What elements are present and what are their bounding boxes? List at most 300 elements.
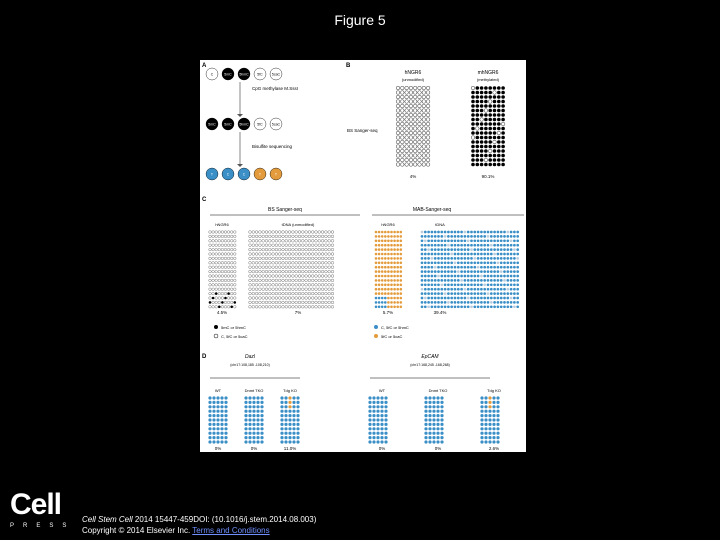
cpg-circle [413, 158, 417, 162]
cpg-circle [490, 297, 493, 300]
cpg-circle [288, 410, 291, 413]
cpg-circle [400, 248, 403, 251]
cpg-circle [436, 423, 439, 426]
cpg-circle [378, 275, 381, 278]
cpg-circle [427, 297, 430, 300]
cpg-circle [390, 275, 393, 278]
cpg-circle [252, 301, 255, 304]
cpg-circle [292, 275, 295, 278]
cpg-circle [480, 248, 483, 251]
cpg-circle [431, 235, 434, 238]
cpg-circle [426, 104, 430, 108]
terms-link[interactable]: Terms and Conditions [192, 526, 270, 535]
cpg-circle [216, 396, 219, 399]
panel-a-circle-label: 5mC [208, 122, 216, 127]
cpg-circle [376, 423, 379, 426]
cpg-circle [477, 261, 480, 264]
cpg-circle [384, 270, 387, 273]
cpg-circle [500, 270, 503, 273]
cpg-circle [421, 235, 424, 238]
cpg-circle [480, 158, 484, 162]
cpg-circle [387, 257, 390, 260]
cpg-circle [282, 292, 285, 295]
cpg-circle [255, 253, 258, 256]
cpg-circle [368, 427, 371, 430]
cpg-circle [471, 86, 475, 90]
cpg-circle [272, 275, 275, 278]
cpg-circle [212, 244, 215, 247]
cpg-circle [480, 113, 484, 117]
cpg-circle [315, 239, 318, 242]
cpg-circle [476, 136, 480, 140]
cpg-circle [457, 288, 460, 291]
cpg-circle [301, 253, 304, 256]
cpg-circle [493, 149, 497, 153]
d-right-col-tdg: Tdg KO [487, 388, 501, 393]
cpg-circle [510, 253, 513, 256]
cpg-circle [434, 257, 437, 260]
cpg-circle [476, 140, 480, 144]
cpg-circle [227, 253, 230, 256]
cpg-circle [450, 288, 453, 291]
cpg-circle [285, 257, 288, 260]
cpg-circle [305, 288, 308, 291]
panel-a-circle-label: 5mC [224, 122, 232, 127]
cpg-circle [249, 301, 252, 304]
cpg-circle [315, 270, 318, 273]
cpg-circle [500, 275, 503, 278]
cpg-circle [396, 288, 399, 291]
cpg-circle [450, 305, 453, 308]
panel-c-right-col1: hNGR6 [381, 222, 395, 227]
cpg-circle [492, 432, 495, 435]
cpg-circle [496, 414, 499, 417]
cpg-circle [436, 440, 439, 443]
cpg-circle [396, 140, 400, 144]
cpg-circle [393, 275, 396, 278]
cpg-circle [492, 436, 495, 439]
cpg-circle [288, 248, 291, 251]
cpg-circle [471, 158, 475, 162]
cpg-circle [460, 305, 463, 308]
cpg-circle [296, 414, 299, 417]
cpg-circle [444, 257, 447, 260]
cpg-circle [396, 109, 400, 113]
cpg-circle [401, 145, 405, 149]
cpg-circle [473, 288, 476, 291]
cpg-circle [434, 301, 437, 304]
cpg-circle [252, 423, 255, 426]
cpg-circle [450, 239, 453, 242]
cpg-circle [483, 275, 486, 278]
cpg-circle [492, 418, 495, 421]
cpg-circle [252, 405, 255, 408]
cpg-circle [387, 253, 390, 256]
cpg-circle [503, 292, 506, 295]
cpg-circle [252, 401, 255, 404]
cpg-circle [380, 440, 383, 443]
cpg-circle [368, 436, 371, 439]
cpg-circle [401, 122, 405, 126]
cpg-circle [372, 440, 375, 443]
step2-label: Bisulfite sequencing [252, 144, 293, 149]
cpg-circle [428, 396, 431, 399]
cpg-circle [396, 235, 399, 238]
cpg-circle [331, 235, 334, 238]
cpg-circle [292, 248, 295, 251]
cpg-circle [516, 231, 519, 234]
cpg-circle [387, 297, 390, 300]
cpg-circle [262, 297, 265, 300]
cpg-circle [444, 283, 447, 286]
cpg-circle [427, 261, 430, 264]
cpg-circle [212, 418, 215, 421]
cpg-circle [224, 257, 227, 260]
cpg-circle [440, 301, 443, 304]
cpg-circle [244, 410, 247, 413]
cpg-circle [500, 257, 503, 260]
cpg-circle [480, 163, 484, 167]
cpg-circle [268, 288, 271, 291]
cpg-circle [424, 440, 427, 443]
cpg-circle [450, 257, 453, 260]
cpg-circle [252, 248, 255, 251]
cpg-circle [384, 427, 387, 430]
cpg-circle [372, 427, 375, 430]
cpg-circle [224, 253, 227, 256]
cpg-circle [296, 418, 299, 421]
cpg-circle [484, 100, 488, 104]
cpg-circle [460, 235, 463, 238]
cpg-circle [308, 231, 311, 234]
cpg-circle [450, 275, 453, 278]
cpg-circle [480, 145, 484, 149]
cpg-circle [252, 275, 255, 278]
cpg-circle [476, 131, 480, 135]
cpg-circle [401, 113, 405, 117]
cpg-circle [381, 306, 384, 309]
cpg-circle [249, 275, 252, 278]
cpg-circle [224, 292, 227, 295]
cpg-circle [218, 253, 221, 256]
cpg-circle [444, 244, 447, 247]
cpg-circle [428, 432, 431, 435]
cpg-circle [473, 239, 476, 242]
cpg-circle [298, 305, 301, 308]
cpg-circle [230, 270, 233, 273]
cpg-circle [265, 239, 268, 242]
cpg-circle [296, 423, 299, 426]
cpg-circle [480, 253, 483, 256]
cpg-circle [516, 266, 519, 269]
cpg-circle [285, 270, 288, 273]
cpg-circle [400, 306, 403, 309]
cpg-circle [483, 253, 486, 256]
cpg-circle [497, 131, 501, 135]
cpg-circle [440, 244, 443, 247]
cpg-circle [262, 244, 265, 247]
cpg-circle [432, 414, 435, 417]
cpg-circle [331, 231, 334, 234]
cpg-circle [368, 405, 371, 408]
cpg-circle [282, 283, 285, 286]
cpg-circle [378, 253, 381, 256]
cpg-circle [497, 270, 500, 273]
cpg-circle [318, 239, 321, 242]
cpg-circle [298, 235, 301, 238]
cpg-circle [249, 257, 252, 260]
cpg-circle [431, 283, 434, 286]
cpg-circle [384, 418, 387, 421]
cpg-circle [230, 253, 233, 256]
cpg-circle [220, 401, 223, 404]
cpg-circle [488, 410, 491, 413]
cpg-circle [424, 301, 427, 304]
cpg-circle [480, 401, 483, 404]
cpg-circle [513, 231, 516, 234]
cpg-circle [413, 91, 417, 95]
cpg-circle [255, 248, 258, 251]
cpg-circle [467, 257, 470, 260]
cpg-circle [483, 266, 486, 269]
cpg-circle [256, 436, 259, 439]
cpg-circle [510, 248, 513, 251]
cpg-circle [328, 253, 331, 256]
cpg-circle [427, 248, 430, 251]
cpg-circle [224, 240, 227, 243]
cpg-circle [311, 261, 314, 264]
cpg-circle [381, 244, 384, 247]
cpg-circle [259, 253, 262, 256]
cpg-circle [384, 248, 387, 251]
cpg-circle [497, 253, 500, 256]
cpg-circle [272, 279, 275, 282]
cpg-circle [513, 239, 516, 242]
cpg-circle [325, 275, 328, 278]
cpg-circle [376, 427, 379, 430]
cpg-circle [470, 305, 473, 308]
cpg-circle [209, 270, 212, 273]
cpg-circle [454, 239, 457, 242]
cpg-circle [209, 262, 212, 265]
cpg-circle [301, 231, 304, 234]
cpg-circle [216, 410, 219, 413]
cpg-circle [473, 244, 476, 247]
cpg-circle [212, 306, 215, 309]
cpg-circle [284, 423, 287, 426]
cpg-circle [216, 423, 219, 426]
cpg-circle [288, 239, 291, 242]
cpg-circle [431, 257, 434, 260]
cpg-circle [390, 270, 393, 273]
cpg-circle [376, 401, 379, 404]
cpg-circle [321, 288, 324, 291]
cpg-circle [208, 436, 211, 439]
cpg-circle [376, 418, 379, 421]
cpg-circle [311, 253, 314, 256]
cpg-circle [384, 266, 387, 269]
cpg-circle [288, 270, 291, 273]
cpg-circle [457, 275, 460, 278]
cpg-circle [212, 401, 215, 404]
cpg-circle [457, 283, 460, 286]
cpg-circle [393, 266, 396, 269]
cpg-circle [218, 240, 221, 243]
cpg-circle [331, 261, 334, 264]
cpg-circle [444, 270, 447, 273]
cpg-circle [477, 297, 480, 300]
cpg-circle [427, 283, 430, 286]
cpg-circle [278, 239, 281, 242]
cpg-circle [503, 297, 506, 300]
cpg-circle [477, 275, 480, 278]
cpg-circle [288, 266, 291, 269]
cpg-circle [292, 401, 295, 404]
cpg-circle [413, 131, 417, 135]
cpg-circle [295, 270, 298, 273]
cpg-circle [440, 432, 443, 435]
cpg-circle [328, 261, 331, 264]
cpg-circle [288, 292, 291, 295]
cpg-circle [470, 257, 473, 260]
cpg-circle [272, 261, 275, 264]
cpg-circle [311, 257, 314, 260]
cpg-circle [224, 410, 227, 413]
cpg-circle [493, 270, 496, 273]
cpg-circle [396, 149, 400, 153]
cpg-circle [208, 414, 211, 417]
cpg-circle [493, 257, 496, 260]
cpg-circle [428, 401, 431, 404]
cpg-circle [454, 305, 457, 308]
logo-press: PRESS [10, 523, 76, 529]
cpg-circle [421, 301, 424, 304]
cpg-circle [477, 301, 480, 304]
cpg-circle [209, 288, 212, 291]
cpg-circle [396, 284, 399, 287]
cpg-circle [492, 405, 495, 408]
cpg-circle [506, 275, 509, 278]
cpg-circle [212, 284, 215, 287]
d-right-pct-wt: 0% [378, 446, 386, 451]
cpg-circle [244, 427, 247, 430]
cpg-circle [460, 301, 463, 304]
panel-a-circle-label: 5fC [257, 122, 263, 127]
cpg-circle [272, 301, 275, 304]
cpg-circle [305, 297, 308, 300]
panel-b-col2-sub: (methylated) [476, 77, 500, 82]
cpg-circle [284, 410, 287, 413]
cpg-circle [230, 262, 233, 265]
cpg-circle [510, 275, 513, 278]
cpg-circle [436, 414, 439, 417]
cpg-circle [215, 270, 218, 273]
cpg-circle [440, 418, 443, 421]
cpg-circle [400, 253, 403, 256]
cpg-circle [488, 423, 491, 426]
cpg-circle [424, 423, 427, 426]
cpg-circle [384, 396, 387, 399]
cpg-circle [278, 266, 281, 269]
cpg-circle [493, 118, 497, 122]
cpg-circle [422, 118, 426, 122]
cpg-circle [426, 118, 430, 122]
cpg-circle [447, 231, 450, 234]
cpg-circle [212, 288, 215, 291]
cpg-circle [432, 401, 435, 404]
cpg-circle [431, 270, 434, 273]
cpg-circle [288, 423, 291, 426]
cpg-circle [311, 248, 314, 251]
cpg-circle [325, 235, 328, 238]
cpg-circle [437, 301, 440, 304]
cpg-circle [301, 292, 304, 295]
cpg-circle [516, 239, 519, 242]
panel-a-circle-label: 5fC [257, 72, 263, 77]
cpg-circle [516, 235, 519, 238]
cpg-circle [447, 301, 450, 304]
cpg-circle [424, 279, 427, 282]
cpg-circle [282, 257, 285, 260]
cpg-circle [434, 283, 437, 286]
cpg-circle [308, 297, 311, 300]
cpg-circle [215, 253, 218, 256]
cpg-circle [282, 253, 285, 256]
cpg-circle [318, 275, 321, 278]
cpg-circle [215, 306, 218, 309]
cpg-circle [284, 405, 287, 408]
cpg-circle [470, 261, 473, 264]
cpg-circle [384, 235, 387, 238]
cpg-circle [400, 244, 403, 247]
cpg-circle [487, 253, 490, 256]
cpg-circle [255, 235, 258, 238]
cpg-circle [292, 235, 295, 238]
cpg-circle [285, 235, 288, 238]
cpg-circle [393, 235, 396, 238]
cpg-circle [480, 418, 483, 421]
cpg-circle [400, 266, 403, 269]
cpg-circle [396, 270, 399, 273]
cpg-circle [375, 235, 378, 238]
cpg-circle [447, 261, 450, 264]
cpg-circle [209, 235, 212, 238]
cpg-circle [368, 401, 371, 404]
cpg-circle [301, 279, 304, 282]
cpg-circle [215, 275, 218, 278]
cpg-circle [484, 109, 488, 113]
cpg-circle [384, 231, 387, 234]
cpg-circle [409, 95, 413, 99]
cpg-circle [328, 270, 331, 273]
cpg-circle [328, 231, 331, 234]
cpg-circle [401, 131, 405, 135]
cpg-circle [221, 253, 224, 256]
cpg-circle [400, 301, 403, 304]
step1-label: CpG methylase M.SssI [252, 86, 299, 91]
cpg-circle [400, 231, 403, 234]
cpg-circle [315, 257, 318, 260]
cpg-circle [209, 275, 212, 278]
cpg-circle [230, 301, 233, 304]
cpg-circle [292, 418, 295, 421]
cpg-circle [208, 410, 211, 413]
cpg-circle [493, 136, 497, 140]
cpg-circle [318, 235, 321, 238]
cpg-circle [396, 104, 400, 108]
cpg-circle [378, 240, 381, 243]
cpg-circle [384, 253, 387, 256]
